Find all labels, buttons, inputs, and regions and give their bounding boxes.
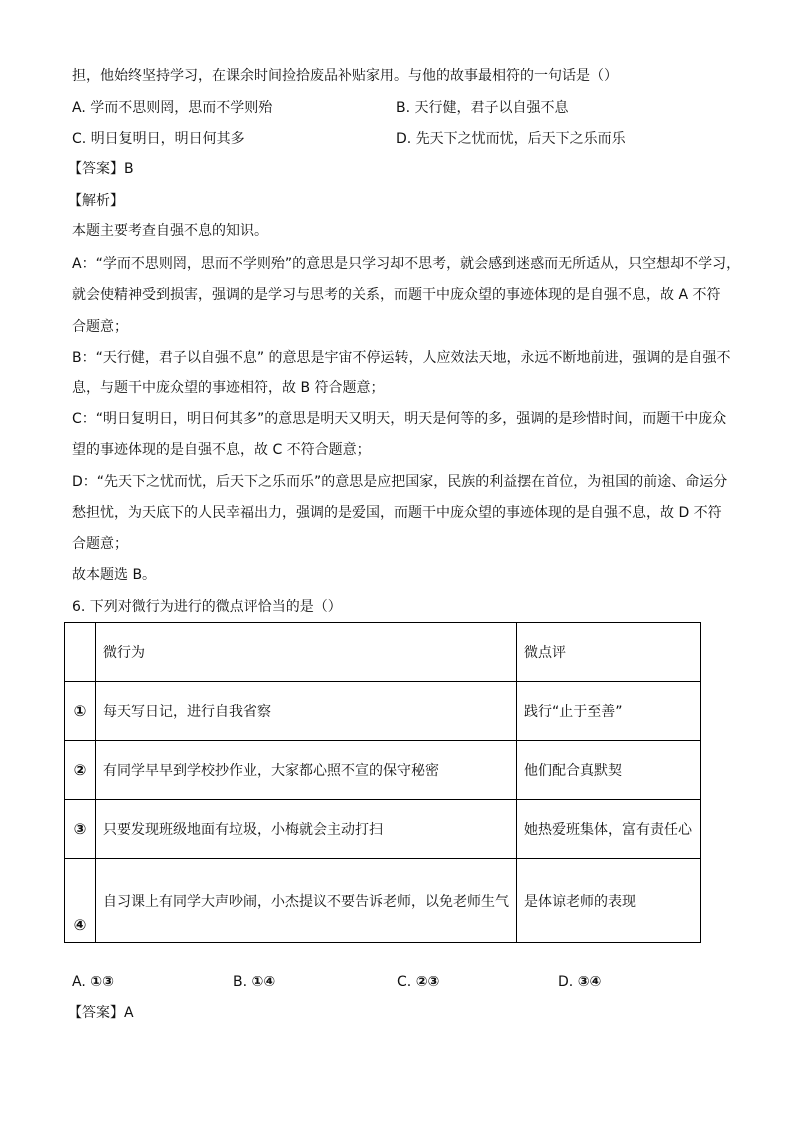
q6-option-a: A. ①③ <box>72 974 114 990</box>
table-row <box>65 800 701 859</box>
analysis-line: A：“学而不思则罔，思而不学则殆”的意思是只学习却不思考，就会感到迷惑而无所适从，只空想却不学习， <box>72 256 741 272</box>
analysis-line: 愁担忧，为天底下的人民幸福出力，强调的是爱国，而题干中庞众望的事迹体现的是自强不息，故 D 不符 <box>72 505 722 521</box>
row-number: ① <box>65 682 96 741</box>
table-header-row <box>65 623 701 682</box>
q6-table <box>64 622 701 943</box>
analysis-line: D：“先天下之忧而忧，后天下之乐而乐”的意思是应把国家，民族的利益摆在首位，为祖国的前途、命运分 <box>72 474 728 490</box>
q5-stem-tail: 担，他始终坚持学习，在课余时间捡拾废品补贴家用。与他的故事最相符的一句话是（） <box>72 68 618 84</box>
q5-analysis-label: 【解析】 <box>68 193 124 209</box>
q6-stem: 6. 下列对微行为进行的微点评恰当的是（） <box>72 599 342 615</box>
table-header-num <box>65 623 96 682</box>
analysis-line: 合题意； <box>72 319 128 335</box>
row-number: ③ <box>65 800 96 859</box>
q6-option-d: D. ③④ <box>558 974 602 990</box>
analysis-line: 故本题选 B。 <box>72 567 157 583</box>
row-behavior: 每天写日记，进行自我省察 <box>96 682 517 741</box>
row-number: ④ <box>65 859 96 943</box>
analysis-line: 望的事迹体现的是自强不息，故 C 不符合题意； <box>72 442 371 458</box>
table-row <box>65 741 701 800</box>
q5-option-a: A. 学而不思则罔，思而不学则殆 <box>72 100 273 116</box>
row-behavior: 自习课上有同学大声吵闹，小杰提议不要告诉老师，以免老师生气 <box>96 859 517 943</box>
table-row <box>65 859 701 943</box>
analysis-line: 合题意； <box>72 536 128 552</box>
q6-option-c: C. ②③ <box>397 974 440 990</box>
q6-option-b: B. ①④ <box>233 974 276 990</box>
q5-answer: 【答案】B <box>68 161 134 177</box>
row-behavior: 有同学早早到学校抄作业，大家都心照不宣的保守秘密 <box>96 741 517 800</box>
q5-option-c: C. 明日复明日，明日何其多 <box>72 131 245 147</box>
table-header-behavior: 微行为 <box>96 623 517 682</box>
row-behavior: 只要发现班级地面有垃圾，小梅就会主动打扫 <box>96 800 517 859</box>
analysis-line: 就会使精神受到损害，强调的是学习与思考的关系，而题干中庞众望的事迹体现的是自强不息，故 A 不符 <box>72 287 721 303</box>
analysis-line: B：“天行健，君子以自强不息” 的意思是宇宙不停运转，人应效法天地，永远不断地前进，强调的是自强不 <box>72 350 731 366</box>
row-comment: 是体谅老师的表现 <box>517 859 701 943</box>
analysis-line: 息，与题干中庞众望的事迹相符，故 B 符合题意； <box>72 380 385 396</box>
row-number: ② <box>65 741 96 800</box>
table-row <box>65 682 701 741</box>
table-header-comment: 微点评 <box>517 623 701 682</box>
q6-answer: 【答案】A <box>68 1005 134 1021</box>
q5-option-d: D. 先天下之忧而忧，后天下之乐而乐 <box>396 131 626 147</box>
analysis-line: C：“明日复明日，明日何其多”的意思是明天又明天，明天是何等的多，强调的是珍惜时间，而题干中庞众 <box>72 411 727 427</box>
row-comment: 他们配合真默契 <box>517 741 701 800</box>
analysis-line: 本题主要考查自强不息的知识。 <box>72 223 268 239</box>
row-comment: 践行“止于至善” <box>517 682 701 741</box>
q5-option-b: B. 天行健，君子以自强不息 <box>396 100 569 116</box>
row-comment: 她热爱班集体，富有责任心 <box>517 800 701 859</box>
